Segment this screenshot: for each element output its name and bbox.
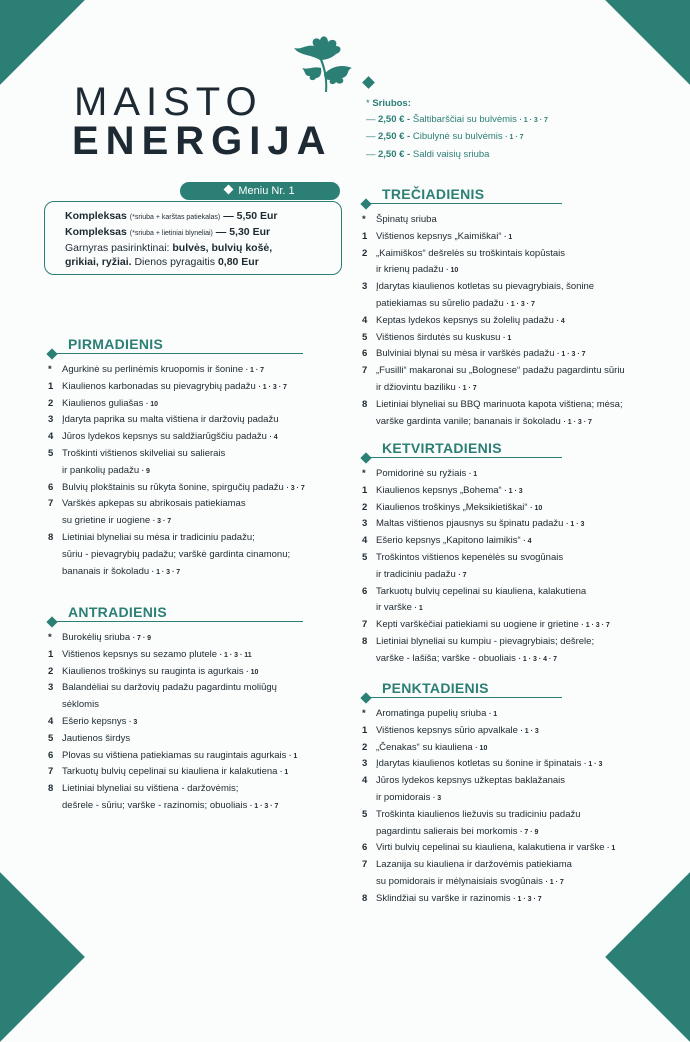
diamond-icon — [360, 692, 371, 703]
menu-item-number: 2 — [48, 397, 54, 409]
day-title: PIRMADIENIS — [68, 336, 164, 352]
menu-item-text: Kiaulienos troškinys su rauginta is agurkais — [62, 665, 244, 677]
menu-item-text: Burokėlių sriuba — [62, 632, 131, 643]
menu-item-number: 2 — [362, 501, 368, 513]
soup-row: — 2,50 € - Šaltibarščiai su bulvėmis · 1 · 3 · 7 — [366, 114, 548, 126]
menu-item-number: 4 — [362, 775, 368, 787]
menu-item-number: 5 — [362, 551, 368, 563]
menu-item-allergens: · 1 — [414, 605, 423, 613]
menu-item-allergens: · 1 · 7 — [458, 384, 477, 392]
menu-item-allergens: · 4 — [523, 538, 532, 546]
menu-item — [362, 634, 610, 651]
menu-item — [362, 723, 615, 740]
menu-item — [362, 380, 625, 397]
menu-item-text: Kiaulienos kepsnys „Bohema“ — [376, 484, 502, 496]
menu-item-number: 5 — [362, 808, 368, 820]
menu-item — [48, 530, 305, 547]
menu-item-number: 1 — [48, 380, 54, 392]
bullet-star: * — [366, 98, 370, 109]
day-heading — [362, 440, 610, 458]
heading-underline — [362, 457, 562, 458]
menu-item-text: Jautienos širdys — [62, 732, 131, 744]
menu-item-allergens: · 4 — [556, 317, 565, 325]
menu-item-text: Kepti varškėčiai patiekiami su uogiene ir grietine — [376, 619, 579, 631]
menu-item-allergens: · 1 — [468, 471, 478, 478]
menu-item-text: Įdarytas kiaulienos kotletas su pievagrybiais, šonine — [376, 281, 595, 293]
menu-item — [362, 313, 625, 330]
menu-item-number: 1 — [362, 724, 368, 736]
day-heading — [362, 680, 615, 698]
menu-item-text: su grietine ir uogiene — [62, 515, 151, 527]
menu-item-number: 4 — [362, 314, 368, 326]
menu-item — [48, 379, 305, 396]
menu-item-allergens: · 1 — [607, 845, 616, 853]
menu-item — [48, 630, 297, 647]
menu-item-text: patiekiamas su sūrelio padažu — [376, 297, 504, 309]
menu-item — [362, 567, 610, 584]
menu-item-allergens: · 1 · 3 · 4 · 7 — [518, 655, 558, 663]
menu-item-allergens: · 3 · 7 — [152, 518, 172, 526]
menu-items — [48, 362, 305, 580]
menu-item-allergens: · 10 — [145, 400, 159, 408]
menu-item-text: bananais ir šokoladu — [62, 565, 150, 577]
soup-allergens: · 1 · 7 — [505, 134, 524, 142]
menu-line1-detail: (*sriuba + karštas patiekalas) — [129, 214, 221, 221]
menu-item-allergens: · 1 · 3 · 7 — [258, 383, 287, 391]
menu-item — [48, 664, 297, 681]
menu-item — [362, 346, 625, 363]
menu-item-number: 1 — [362, 484, 368, 496]
menu-item-text: pagardintu salierais bei morkomis — [376, 825, 518, 837]
menu-item-number: 7 — [362, 365, 368, 377]
menu-item-number: 7 — [48, 766, 54, 778]
menu-item — [362, 533, 610, 550]
menu-item-allergens: · 1 · 3 — [584, 761, 603, 769]
menu-item-text: su pomidorais ir mėlynaisiais svogūnais — [376, 875, 543, 887]
menu-item — [362, 584, 610, 601]
day-title: ANTRADIENIS — [68, 604, 167, 620]
menu-item-text: dešrele - sūriu; varške - razinomis; obuoliais — [62, 799, 248, 811]
menu-item-text: Troškinta kiaulienos liežuvis su tradiciniu padažu — [376, 808, 581, 820]
diamond-icon — [224, 185, 234, 195]
menu-item-text: Varškės apkepas su abrikosais patiekiamas — [62, 498, 246, 510]
menu-item-text: Pomidorinė su ryžiais — [376, 468, 467, 479]
menu-item-text: Įdarytas kiaulienos kotletas su šonine ir špinatais — [376, 758, 582, 770]
corner-decoration-top-left — [0, 0, 85, 85]
menu-item — [362, 706, 615, 723]
menu-item — [362, 483, 610, 500]
menu-line3-b: bulvės, bulvių košė, — [172, 242, 273, 254]
menu-item-allergens: · 1 · 3 — [566, 521, 585, 529]
menu-item-text: Bulviniai blynai su mėsa ir varškės padažu — [376, 348, 555, 360]
menu-item-allergens: · 1 — [503, 334, 512, 342]
menu-item-allergens: · 9 — [141, 467, 150, 475]
menu-item-text: Troškintos vištienos kepenėlės su svogūnais — [376, 551, 564, 563]
menu-item — [362, 874, 615, 891]
menu-item — [48, 647, 297, 664]
menu-item-allergens: · 1 · 3 · 7 — [581, 622, 610, 630]
menu-item-allergens: · 7 · 9 — [132, 635, 152, 642]
menu-item-text: ir pomidorais — [376, 791, 431, 803]
day-section-monday — [48, 336, 305, 580]
menu-item-allergens: · 1 · 3 — [520, 727, 539, 735]
menu-item-text: Jūros lydekos kepsnys užkeptas baklažanais — [376, 775, 566, 787]
menu-item-text: Tarkuotų bulvių cepelinai su kiauliena ir kalakutiena — [62, 766, 278, 778]
menu-item — [362, 500, 610, 517]
menu-item — [48, 680, 297, 697]
menu-item-text: sūriu - pievagrybių padažu; varškė gardinta cinamonu; — [62, 548, 291, 560]
menu-item-allergens: · 1 · 3 · 7 — [563, 418, 592, 426]
menu-item — [48, 513, 305, 530]
menu-line2-price: — 5,30 Eur — [215, 226, 271, 238]
menu-item-allergens: · 1 — [289, 752, 298, 760]
menu-item-allergens: · 1 · 7 — [245, 367, 265, 374]
menu-item-number: 4 — [48, 431, 54, 443]
menu-line4-c: 0,80 Eur — [217, 256, 259, 268]
menu-item-allergens: · 3 — [129, 718, 138, 726]
menu-item-text: Vištienos širdutės su kuskusu — [376, 331, 501, 343]
menu-line4-b: Dienos pyragaitis — [134, 256, 216, 268]
menu-item-allergens: · 1 · 3 — [504, 487, 523, 495]
menu-item — [48, 731, 297, 748]
menu-item — [48, 362, 305, 379]
menu-item-text: Tarkuotų bulvių cepelinai su kiauliena, kalakutiena — [376, 585, 587, 597]
menu-item-allergens: · 1 · 3 · 7 — [249, 802, 279, 810]
menu-item — [362, 740, 615, 757]
menu-item-number: * — [48, 364, 52, 375]
brand-title-line1: MAISTO — [74, 80, 263, 124]
menu-item-number: 2 — [362, 247, 368, 259]
menu-item-number: 7 — [362, 859, 368, 871]
menu-items — [362, 212, 625, 430]
menu-item-allergens: · 1 · 3 · 7 — [513, 895, 542, 903]
soup-name: Šaltibarščiai su bulvėmis — [412, 114, 517, 126]
menu-item — [48, 496, 305, 513]
menu-item — [48, 798, 297, 815]
menu-item-text: varške gardinta vanile; bananais ir šokoladu — [376, 415, 561, 427]
menu-item-text: Agurkinė su perlinėmis kruopomis ir šonine — [62, 364, 244, 375]
menu-item-number: 1 — [48, 648, 54, 660]
day-section-wednesday — [362, 186, 625, 430]
menu-item-number: 6 — [48, 749, 54, 761]
menu-item-text: Kiaulienos guliašas — [62, 397, 144, 409]
menu-item-allergens: · 1 · 3 · 7 — [506, 300, 535, 308]
soup-allergens: · 1 · 3 · 7 — [519, 117, 548, 125]
menu-item-allergens: · 10 — [530, 504, 543, 512]
menu-item — [48, 714, 297, 731]
menu-item-number: 4 — [362, 535, 368, 547]
day-heading — [48, 336, 305, 354]
menu-item-text: ir krienų padažu — [376, 264, 444, 276]
menu-item-text: „Čenakas“ su kiauliena — [376, 741, 473, 753]
day-section-friday — [362, 680, 615, 908]
menu-item-text: Keptas lydekos kepsnys su žolelių padažu — [376, 314, 554, 326]
menu-item — [362, 212, 625, 229]
menu-item-number: 5 — [48, 447, 54, 459]
menu-item-text: sėklomis — [62, 699, 99, 711]
soup-price: 2,50 € - — [378, 114, 411, 126]
menu-item-allergens: · 3 · 7 — [286, 484, 305, 492]
menu-item-text: ir varške — [376, 602, 412, 614]
menu-item-text: Lazanija su kiauliena ir daržovėmis patiekiama — [376, 859, 572, 871]
menu-item — [362, 296, 625, 313]
menu-item-number: * — [362, 214, 366, 225]
menu-item-number: 6 — [362, 842, 368, 854]
menu-item — [362, 773, 615, 790]
menu-item — [362, 857, 615, 874]
menu-line2-name: Kompleksas — [65, 226, 127, 238]
menu-item-allergens: · 1 — [280, 769, 289, 777]
menu-item-allergens: · 3 — [433, 794, 442, 802]
menu-item-number: 8 — [48, 783, 54, 795]
menu-item — [362, 330, 625, 347]
menu-item-text: Lietiniai blyneliai su mėsa ir tradiciniu padažu; — [62, 531, 255, 543]
menu-item-text: Troškinti vištienos skilveliai su salierais — [62, 447, 226, 459]
soup-row: — 2,50 € - Cibulynė su bulvėmis · 1 · 7 — [366, 131, 524, 143]
soup-name: Cibulynė su bulvėmis — [412, 131, 503, 143]
menu-item-allergens: · 7 — [458, 571, 467, 579]
menu-item — [362, 617, 610, 634]
menu-items — [362, 706, 615, 908]
menu-tag-label: Meniu Nr. 1 — [238, 185, 295, 197]
day-heading — [362, 186, 625, 204]
soups-section — [366, 96, 548, 163]
menu-item — [48, 564, 305, 581]
menu-item — [362, 756, 615, 773]
menu-item — [362, 550, 610, 567]
menu-item-text: Jūros lydekos kepsnys su saldžiarūgščiu padažu — [62, 431, 267, 443]
menu-item-number: * — [48, 632, 52, 643]
menu-item-text: Vištienos kepsnys „Kaimiškai“ — [376, 230, 502, 242]
parsley-leaf-icon — [280, 30, 370, 100]
menu-item-number: 7 — [48, 498, 54, 510]
diamond-icon — [360, 198, 371, 209]
menu-line4-a: grikiai, ryžiai. — [65, 256, 132, 268]
menu-item — [48, 396, 305, 413]
menu-item-text: Vištienos kepsnys su sezamo plutele — [62, 648, 218, 660]
menu-item-number: 3 — [362, 758, 368, 770]
menu-line1-name: Kompleksas — [65, 210, 127, 222]
menu-item — [48, 412, 305, 429]
menu-item-allergens: · 1 — [504, 233, 513, 241]
heading-underline — [362, 203, 562, 204]
heading-underline — [362, 697, 562, 698]
soup-price: 2,50 € - — [378, 148, 411, 160]
menu-item — [362, 363, 625, 380]
menu-item-text: Virti bulvių cepelinai su kiauliena, kalakutiena ir varške — [376, 842, 605, 854]
menu-item — [362, 397, 625, 414]
menu-item-allergens: · 10 — [475, 744, 488, 752]
soup-name: Saldi vaisių sriuba — [412, 148, 490, 160]
menu-item-number: 6 — [362, 585, 368, 597]
menu-item — [362, 891, 615, 908]
heading-underline — [48, 621, 303, 622]
menu-item-allergens: · 10 — [246, 668, 259, 676]
heading-underline — [48, 353, 303, 354]
menu-item-text: ir tradiciniu padažu — [376, 568, 456, 580]
menu-line1-price: — 5,50 Eur — [223, 210, 278, 222]
soup-row: — 2,50 € - Saldi vaisių sriuba — [366, 148, 490, 160]
diamond-icon — [46, 348, 57, 359]
menu-item-text: Lietiniai blyneliai su BBQ marinuota kapota vištiena; mėsa; — [376, 398, 623, 410]
day-section-thursday — [362, 440, 610, 668]
menu-item — [48, 429, 305, 446]
menu-item-allergens: · 1 — [489, 711, 498, 718]
menu-box — [44, 201, 342, 275]
menu-item-number: * — [362, 708, 366, 719]
menu-item-allergens: · 1 · 3 · 7 — [557, 351, 586, 359]
menu-item-text: Kiaulienos karbonadas su pievagrybių padažu — [62, 380, 256, 392]
menu-item-allergens: · 4 — [269, 434, 278, 442]
menu-item-number: 8 — [362, 635, 368, 647]
menu-item-text: Sklindžiai su varške ir razinomis — [376, 892, 511, 904]
menu-item-text: Ešerio kepsnys — [62, 715, 127, 727]
day-section-tuesday — [48, 604, 297, 815]
menu-item-text: Kiaulienos troškinys „Meksikietiškai“ — [376, 501, 528, 513]
menu-item-number: 3 — [362, 518, 368, 530]
menu-item-allergens: · 10 — [446, 267, 459, 275]
menu-item-text: Lietiniai blyneliai su kumpiu - pievagrybiais; dešrele; — [376, 635, 595, 647]
menu-item-text: ir pankolių padažu — [62, 464, 140, 476]
menu-item-allergens: · 1 · 3 · 11 — [219, 651, 252, 659]
menu-item-text: Maltas vištienos pjausnys su špinatu padažu — [376, 518, 564, 530]
menu-item-text: varške - lašiša; varške - obuoliais — [376, 652, 516, 664]
menu-item-number: 1 — [362, 230, 368, 242]
menu-item-text: „Fusilli“ makaronai su „Bolognese“ padažu pagardintu sūriu — [376, 365, 625, 377]
menu-item-number: 8 — [362, 892, 368, 904]
menu-item-text: „Kaimiškos“ dešrelės su troškintais kopūstais — [376, 247, 566, 259]
menu-item — [362, 466, 610, 483]
menu-item — [362, 279, 625, 296]
brand-title-line2: ENERGIJA — [72, 119, 333, 163]
menu-item — [362, 824, 615, 841]
menu-item — [362, 600, 610, 617]
corner-decoration-top-right — [605, 0, 690, 85]
menu-item — [48, 446, 305, 463]
menu-item-number: 6 — [362, 348, 368, 360]
soups-header: Sriubos: — [372, 98, 411, 109]
diamond-icon — [46, 616, 57, 627]
menu-item-text: Plovas su vištiena patiekiamas su raugintais agurkais — [62, 749, 287, 761]
menu-item — [362, 790, 615, 807]
menu-item-number: 3 — [48, 414, 54, 426]
menu-item-number: 4 — [48, 715, 54, 727]
menu-item — [362, 651, 610, 668]
menu-item-number: 2 — [362, 741, 368, 753]
menu-item-number: 7 — [362, 619, 368, 631]
menu-item — [362, 262, 625, 279]
menu-item-text: Lietiniai blyneliai su vištiena - daržovėmis; — [62, 783, 239, 795]
menu-item-number: 5 — [48, 732, 54, 744]
soup-price: 2,50 € - — [378, 131, 411, 143]
menu-item-number: 2 — [48, 665, 54, 677]
menu-item-text: Aromatinga pupelių sriuba — [376, 708, 487, 719]
menu-item — [48, 781, 297, 798]
menu-item-text: ir džiovintu baziliku — [376, 381, 456, 393]
menu-item-text: Bulvių plokštainis su rūkyta šonine, spirgučių padažu — [62, 481, 284, 493]
menu-item-number: 3 — [362, 281, 368, 293]
menu-item-allergens: · 7 · 9 — [520, 828, 539, 836]
menu-item — [362, 516, 610, 533]
day-title: PENKTADIENIS — [382, 680, 489, 696]
menu-item-number: * — [362, 468, 366, 479]
menu-item-number: 8 — [362, 398, 368, 410]
menu-item — [48, 697, 297, 714]
menu-item — [362, 807, 615, 824]
menu-item-number: 8 — [48, 531, 54, 543]
menu-item-text: Ešerio kepsnys „Kapitono laimikis“ — [376, 535, 521, 547]
menu-item — [48, 480, 305, 497]
menu-item-text: Vištienos kepsnys sūrio apvalkale — [376, 724, 518, 736]
menu-items — [362, 466, 610, 668]
menu-item-text: Špinatų sriuba — [376, 214, 437, 225]
menu-item — [362, 840, 615, 857]
menu-items — [48, 630, 297, 815]
menu-item — [362, 246, 625, 263]
menu-item — [48, 748, 297, 765]
menu-item-number: 3 — [48, 682, 54, 694]
menu-item — [362, 229, 625, 246]
day-title: KETVIRTADIENIS — [382, 440, 502, 456]
menu-item-allergens: · 1 · 3 · 7 — [151, 568, 181, 576]
menu-item-text: Balandėliai su daržovių padažu pagardintu moliūgų — [62, 682, 277, 694]
menu-item-number: 6 — [48, 481, 54, 493]
menu-item — [48, 547, 305, 564]
day-title: TREČIADIENIS — [382, 186, 485, 202]
menu-item — [48, 764, 297, 781]
diamond-icon — [360, 452, 371, 463]
menu-item-number: 5 — [362, 331, 368, 343]
menu-item — [362, 414, 625, 431]
menu-line3-a: Garnyras pasirinktinai: — [65, 242, 170, 254]
menu-item — [48, 463, 305, 480]
menu-line2-detail: (*sriuba + lietiniai blyneliai) — [129, 230, 213, 237]
menu-item-allergens: · 1 · 7 — [545, 878, 564, 886]
menu-tag — [180, 182, 340, 200]
menu-item-text: Įdaryta paprika su malta vištiena ir daržovių padažu — [62, 414, 279, 426]
day-heading — [48, 604, 297, 622]
